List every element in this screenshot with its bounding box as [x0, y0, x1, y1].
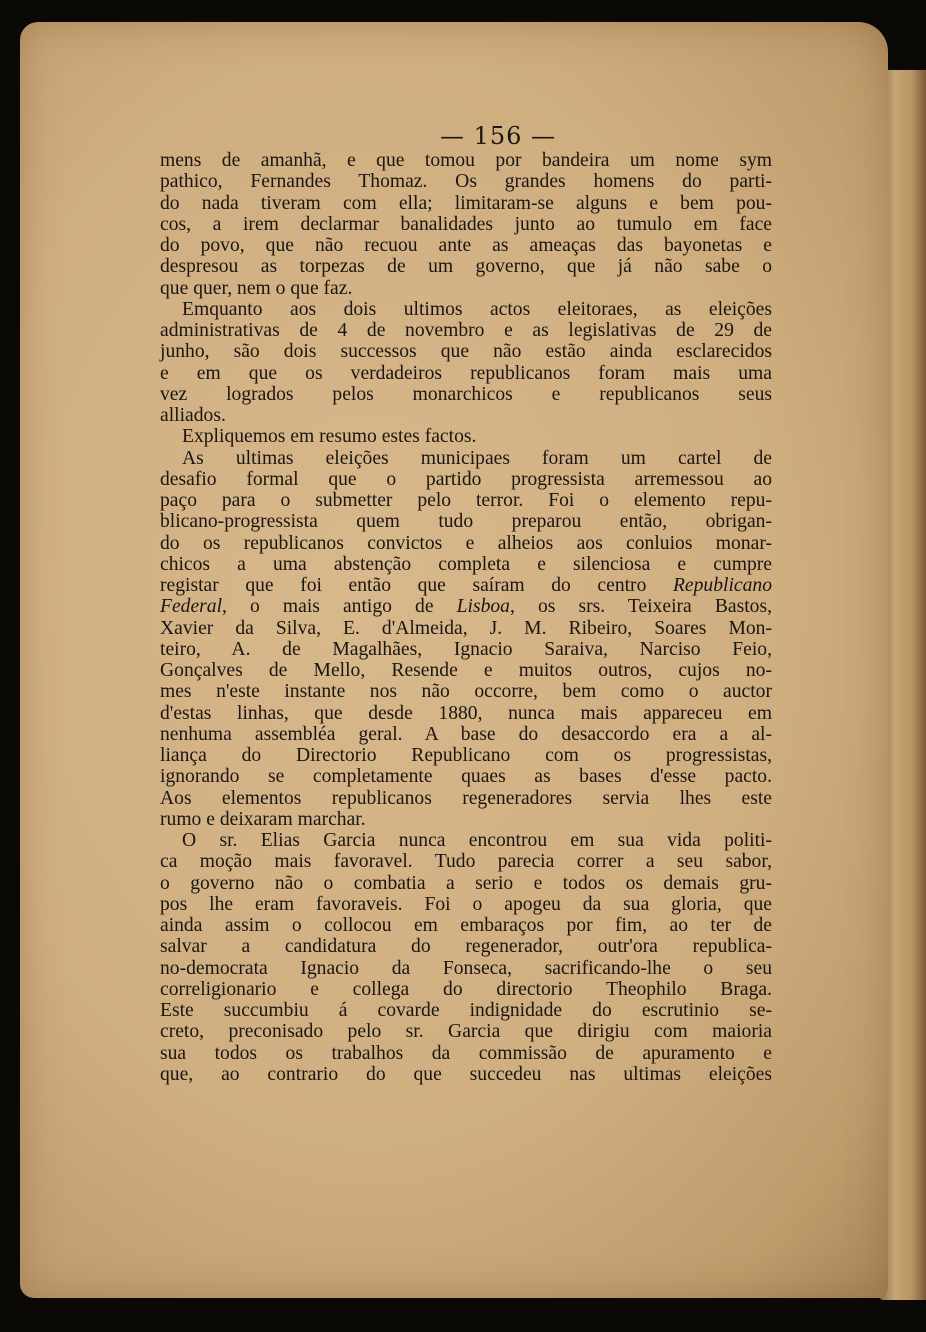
body-text: [160, 150, 772, 1085]
text-line: Expliquemos em resumo estes factos.: [182, 426, 477, 448]
text-line: As ultimas eleições municipaes foram um cartel de: [182, 447, 772, 469]
text-segment: registar que foi então que saíram do centro: [160, 575, 673, 596]
text-line: Este succumbiu á covarde indignidade do escrutinio se-: [160, 1000, 772, 1021]
text-line: despresou as torpezas de um governo, que já não sabe o: [160, 256, 772, 278]
text-line: no-democrata Ignacio da Fonseca, sacrificando-lhe o seu: [160, 957, 772, 979]
text-line: creto, preconisado pelo sr. Garcia que dirigiu com maioria: [160, 1021, 772, 1043]
text-line: ainda assim o collocou em embaraços por fim, ao ter de: [160, 915, 772, 936]
text-line: [160, 596, 772, 617]
text-line: O sr. Elias Garcia nunca encontrou em sua vida politi-: [182, 830, 772, 851]
italic-text: Republicano: [672, 575, 772, 596]
text-line: blicano-progressista quem tudo preparou então, obrigan-: [160, 511, 772, 533]
page-number: [0, 122, 926, 150]
text-line: do povo, que não recuou ante as ameaças das bayonetas e: [160, 235, 772, 256]
text-line: correligionario e collega do directorio Theophilo Braga.: [160, 978, 772, 1000]
text-line: Emquanto aos dois ultimos actos eleitoraes, as eleições: [182, 298, 772, 320]
text-line: rumo e deixaram marchar.: [160, 808, 366, 830]
text-line: e em que os verdadeiros republicanos foram mais uma: [160, 362, 772, 384]
italic-text: Lisboa: [456, 596, 510, 618]
text-segment: , o mais antigo de: [222, 596, 457, 618]
text-line: Gonçalves de Mello, Resende e muitos outros, cujos no-: [160, 660, 772, 681]
text-line: do os republicanos convictos e alheios aos conluios monar-: [160, 532, 772, 554]
text-segment: , os srs. Teixeira Bastos,: [509, 596, 772, 618]
text-line: que, ao contrario do que succedeu nas ultimas eleições: [160, 1063, 772, 1085]
text-line: chicos a uma abstenção completa e silenciosa e cumpre: [160, 553, 772, 575]
text-line: paço para o submetter pelo terror. Foi o elemento repu-: [160, 490, 772, 511]
text-line: junho, são dois successos que não estão ainda esclarecidos: [160, 341, 772, 363]
text-line: vez logrados pelos monarchicos e republicanos seus: [160, 383, 772, 405]
text-line: ignorando se completamente quaes as bases d'esse pacto.: [160, 766, 772, 788]
text-line: liança do Directorio Republicano com os progressistas,: [160, 745, 772, 766]
text-line: que quer, nem o que faz.: [160, 277, 353, 299]
text-line: cos, a irem declarmar banalidades junto ao tumulo em face: [160, 213, 772, 235]
text-line: mens de amanhã, e que tomou por bandeira um nome sym: [160, 150, 772, 171]
text-line: nenhuma assembléa geral. A base do desaccordo era a al-: [160, 723, 772, 745]
text-line: sua todos os trabalhos da commissão de apuramento e: [160, 1042, 772, 1064]
text-line: [160, 575, 772, 596]
text-line: Aos elementos republicanos regeneradores servia lhes este: [160, 787, 772, 809]
text-line: administrativas de 4 de novembro e as legislativas de 29 de: [160, 320, 772, 341]
text-line: teiro, A. de Magalhães, Ignacio Saraiva, Narciso Feio,: [160, 638, 772, 660]
italic-text: Federal: [160, 596, 223, 618]
text-line: do nada tiveram com ella; limitaram-se alguns e bem pou-: [160, 192, 772, 214]
text-line: alliados.: [160, 405, 226, 426]
text-line: Xavier da Silva, E. d'Almeida, J. M. Ribeiro, Soares Mon-: [160, 617, 772, 639]
text-line: pathico, Fernandes Thomaz. Os grandes homens do parti-: [160, 171, 772, 193]
text-line: o governo não o combatia a serio e todos os demais gru-: [160, 872, 772, 894]
text-line: d'estas linhas, que desde 1880, nunca mais appareceu em: [160, 702, 772, 724]
text-line: pos lhe eram favoraveis. Foi o apogeu da sua gloria, que: [160, 893, 772, 915]
text-line: desafio formal que o partido progressista arremessou ao: [160, 468, 772, 490]
text-line: mes n'este instante nos não occorre, bem como o auctor: [160, 681, 772, 703]
text-line: salvar a candidatura do regenerador, outr'ora republica-: [160, 936, 772, 958]
text-line: ca moção mais favoravel. Tudo parecia correr a seu sabor,: [160, 851, 772, 873]
page-number-text: — 156 —: [439, 122, 557, 150]
